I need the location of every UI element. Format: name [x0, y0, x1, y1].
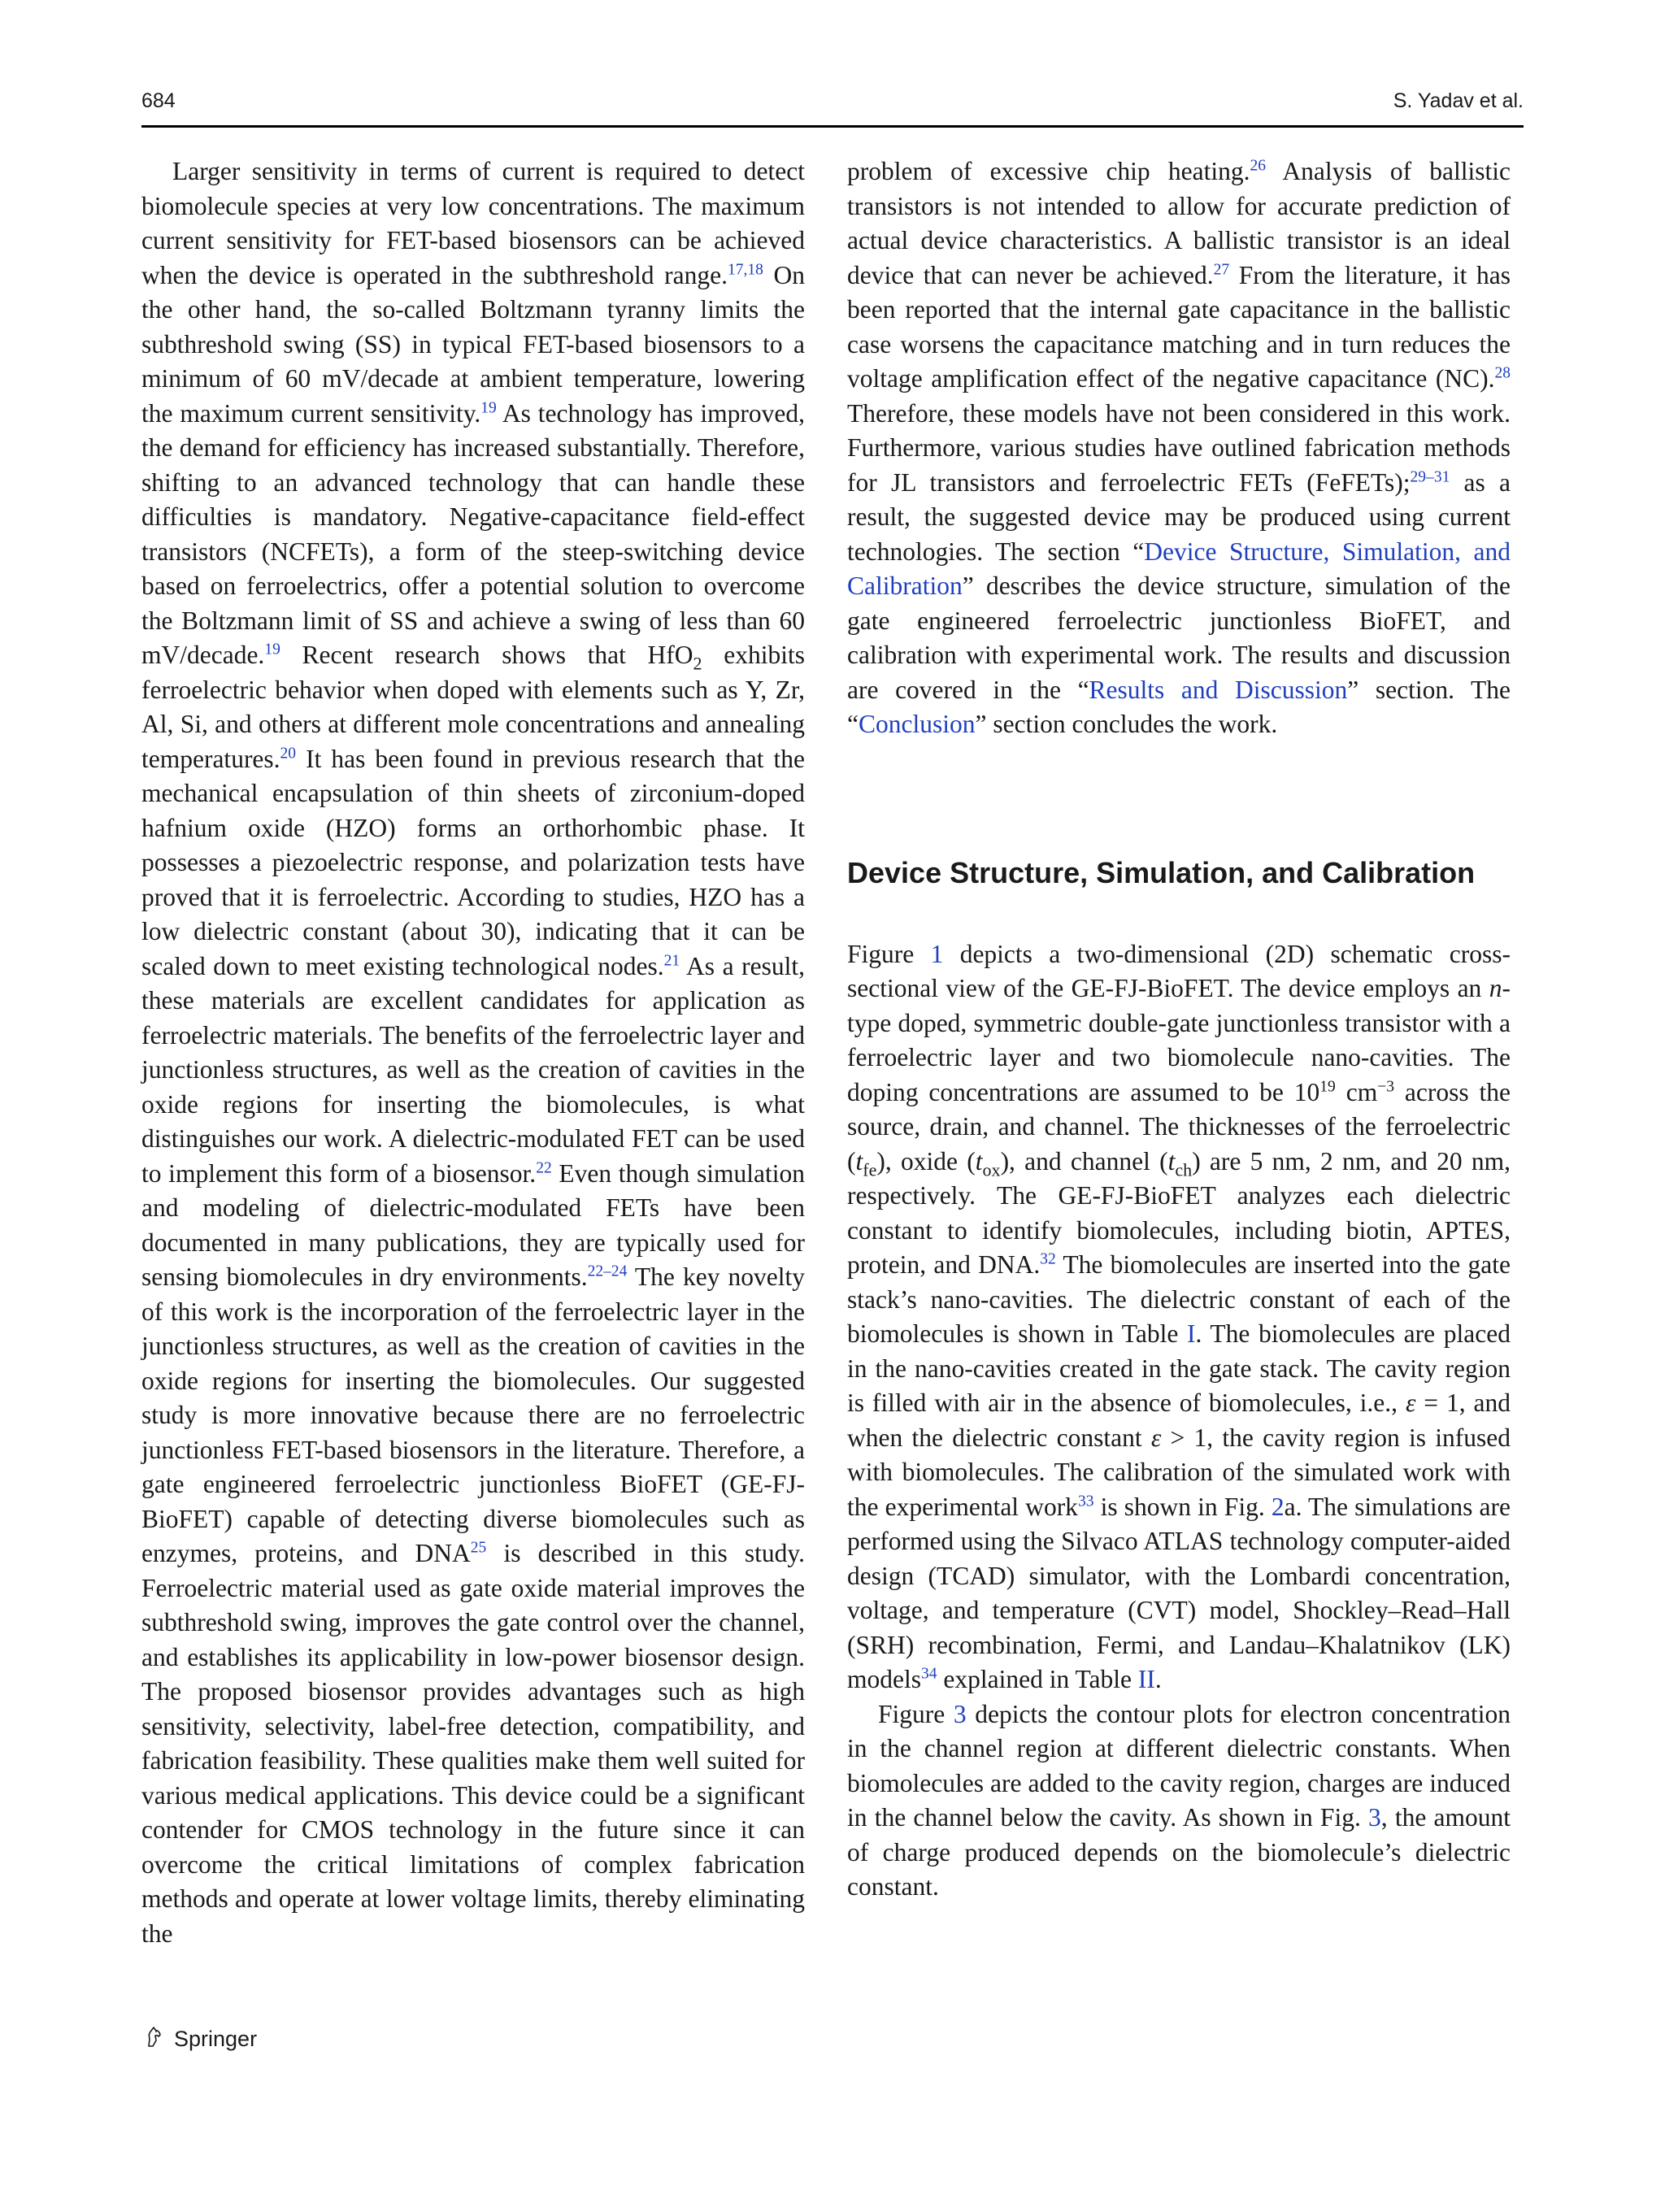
citation-link[interactable]: 33 [1077, 1492, 1094, 1510]
citation-link[interactable]: 22–24 [587, 1262, 628, 1280]
citation-link[interactable]: 19 [480, 398, 497, 416]
springer-horse-icon [141, 2024, 166, 2054]
section-heading: Device Structure, Simulation, and Calibration [847, 855, 1476, 889]
left-column [141, 154, 805, 1951]
citation-link[interactable]: 27 [1213, 260, 1230, 278]
citation-link[interactable]: 25 [470, 1539, 487, 1557]
table-link[interactable]: I [1186, 1319, 1196, 1348]
running-header [141, 81, 1524, 128]
figure-link[interactable]: 3 [1368, 1803, 1381, 1832]
running-authors: S. Yadav et al. [1393, 89, 1524, 112]
intro-paragraph-continued: problem of excessive chip heating.$^{26}$ Analysis of ballistic transistors is not intended to allow for accurate prediction of actual device characteristics. A ballistic transistor is an ideal device that can never be achieved.$^{27}$ From the literature, it has been reported that the internal gate capacitance in the ballistic case worsens the capacitance matching and in turn reduces the voltage amplification effect of the negative capacitance (NC).$^{28}$ Therefore, these models have not been considered in this work. Furthermore, various studies have outlined fabrication methods for JL transistors and ferroelectric FETs (FeFETs);$^{29-31}$ as a result, the suggested device may be produced using current technologies. The section “Device Structure, Simulation, and Calibration” describes the device structure, simulation of the gate engineered ferroelectric junctionless BioFET, and calibration with experimental work. The results and discussion are covered in the “Results and Discussion” section. The “Conclusion” section concludes the work. [847, 157, 1511, 738]
citation-link[interactable]: 28 [1494, 364, 1511, 382]
figure-link[interactable]: 1 [930, 939, 944, 968]
device-structure-paragraph: Figure 1 depicts a two-dimensional (2D) schematic cross-sectional view of the GE-FJ-BioFET. The device employs an n-type doped, symmetric double-gate junctionless transistor with a ferroelectric layer and two biomolecule nano-cavities. The doping concentrations are assumed to be $10^{19}$ $cm^{-3}$ across the source, drain, and channel. The thicknesses of the ferroelectric $(t_{fe})$, oxide $(t_{ox})$, and channel $(t_{ch})$ are 5 nm, 2 nm, and 20 nm, respectively. The GE-FJ-BioFET analyzes each dielectric constant to identify biomolecules, including biotin, APTES, protein, and DNA.$^{32}$ The biomolecules are inserted into the gate stack’s nano-cavities. The dielectric constant of each of the biomolecules is shown in Table I. The biomolecules are placed in the nano-cavities created in the gate stack. The cavity region is filled with air in the absence of biomolecules, i.e., ε = 1, and when the dielectric constant ε > 1, the cavity region is infused with biomolecules. The calibration of the simulated work with the experimental work$^{33}$ is shown in Fig. 2a. The simulations are performed using the Silvaco ATLAS technology computer-aided design (TCAD) simulator, with the Lombardi concentration, voltage, and temperature (CVT) model, Shockley–Read–Hall (SRH) recombination, Fermi, and Landau–Khalatnikov (LK) models$^{34}$ explained in Table II. [847, 939, 1511, 1693]
citation-link[interactable]: 26 [1250, 157, 1266, 175]
figure-link[interactable]: 3 [953, 1699, 967, 1728]
publisher-name: Springer [174, 2027, 258, 2051]
figure-link[interactable]: 2 [1271, 1492, 1285, 1521]
page-number: 684 [141, 89, 176, 112]
citation-link[interactable]: 21 [663, 951, 680, 969]
citation-link[interactable]: 17,18 [727, 260, 763, 278]
citation-link[interactable]: 19 [264, 641, 280, 658]
citation-link[interactable]: 32 [1040, 1250, 1056, 1268]
right-column [847, 154, 1511, 1905]
citation-link[interactable]: 20 [280, 744, 297, 762]
intro-paragraph: Larger sensitivity in terms of current is required to detect biomolecule species at very low concentrations. The maximum current sensitivity for FET-based biosensors can be achieved when the device is operated in the subthreshold range.$^{17,18}$ On the other hand, the so-called Boltzmann tyranny limits the subthreshold swing (SS) in typical FET-based biosensors to a minimum of 60 mV/decade at ambient temperature, lowering the maximum current sensitivity.$^{19}$ As technology has improved, the demand for efficiency has increased substantially. Therefore, shifting to an advanced technology that can handle these difficulties is mandatory. Negative-capacitance field-effect transistors (NCFETs), a form of the steep-switching device based on ferroelectrics, offer a potential solution to overcome the Boltzmann limit of SS and achieve a swing of less than 60 mV/decade.$^{19}$ Recent research shows that HfO$_2$ exhibits ferroelectric behavior when doped with elements such as Y, Zr, Al, Si, and others at different mole concentrations and annealing temperatures.$^{20}$ It has been found in previous research that the mechanical encapsulation of thin sheets of zirconium-doped hafnium oxide (HZO) forms an orthorhombic phase. It possesses a piezoelectric response, and polarization tests have proved that it is ferroelectric. According to studies, HZO has a low dielectric constant (about 30), indicating that it can be scaled down to meet existing technological nodes.$^{21}$ As a result, these materials are excellent candidates for application as ferroelectric materials. The benefits of the ferroelectric layer and junctionless structures, as well as the creation of cavities in the oxide regions for inserting the biomolecules, is what distinguishes our work. A dielectric-modulated FET can be used to implement this form of a biosensor.$^{22}$ Even though simulation and modeling of dielectric-modulated FETs have been documented in many publications, they are typically used for sensing biomolecules in dry environments.$^{22-24}$ The key novelty of this work is the incorporation of the ferroelectric layer in the junctionless structures, as well as the creation of cavities in the oxide regions for inserting the biomolecules. Our suggested study is more innovative because there are no ferroelectric junctionless FET-based biosensors in the literature. Therefore, a gate engineered ferroelectric junctionless BioFET (GE-FJ-BioFET) capable of detecting diverse biomolecules such as enzymes, proteins, and DNA$^{25}$ is described in this study. Ferroelectric material used as gate oxide material improves the subthreshold swing, improves the gate control over the channel, and establishes its applicability in low-power biosensor design. The proposed biosensor provides advantages such as high sensitivity, selectivity, label-free detection, compatibility, and fabrication feasibility. These qualities make them well suited for various medical applications. This device could be a significant contender for CMOS technology in the future since it can overcome the critical limitations of complex fabrication methods and operate at lower voltage limits, thereby eliminating the [141, 157, 806, 1948]
section-link-conclusion[interactable]: Conclusion [858, 710, 976, 738]
contour-plot-paragraph: Figure 3 depicts the contour plots for electron concentration in the channel region at different dielectric constants. When biomolecules are added to the cavity region, charges are induced in the channel below the cavity. As shown in Fig. 3, the amount of charge produced depends on the biomolecule’s dielectric constant. [847, 1699, 1511, 1901]
citation-link[interactable]: 22 [536, 1158, 552, 1176]
section-link-device-structure[interactable]: Device Structure, Simulation, and Calibration [847, 537, 1511, 600]
citation-link[interactable]: 29–31 [1410, 467, 1450, 485]
page-footer [141, 2024, 257, 2054]
table-link[interactable]: II [1137, 1665, 1155, 1693]
citation-link[interactable]: 34 [921, 1665, 937, 1683]
section-link-results[interactable]: Results and Discussion [1089, 675, 1348, 704]
